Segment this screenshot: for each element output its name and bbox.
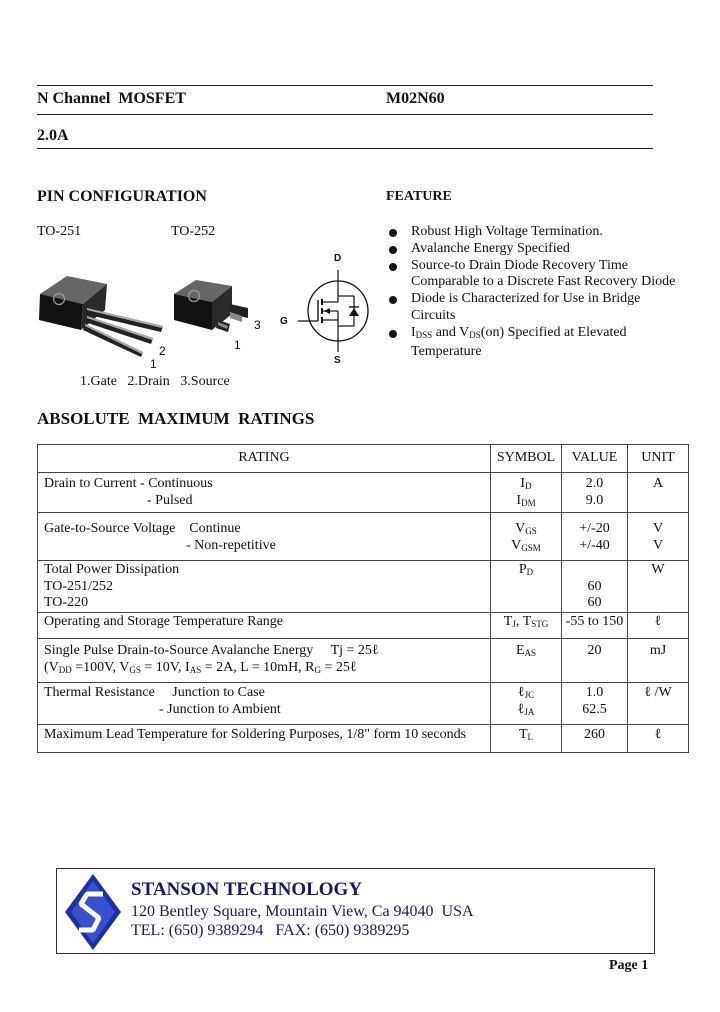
table-row: Gate-to-Source Voltage Continue - Non-repetitive $V_{GS}$ $V_{GSM}$ +/-20 +/-40 V V (38, 513, 689, 561)
feature-item: $I_{DSS}$ and $V_{DS}(on)$ Specified at Elevated Temperature (386, 325, 706, 361)
feature-item: Diode is Characterized for Use in Bridge Circuits (386, 291, 706, 325)
to251-pin-number-1: 1 (150, 357, 157, 371)
header-bottom-rule (37, 148, 653, 149)
product-type: N Channel MOSFET (37, 90, 186, 107)
ratings-title: ABSOLUTE MAXIMUM RATINGS (37, 409, 315, 428)
table-row: Drain to Current - Continuous - Pulsed $I_D$ $I_{DM}$ 2.0 9.0 A (38, 473, 689, 513)
ratings-table (37, 444, 689, 753)
feature-item: Source-to Drain Diode Recovery Time Comparable to a Discrete Fast Recovery Diode (386, 258, 706, 292)
package-to252-label: TO-252 (171, 224, 216, 239)
table-header-row (38, 445, 689, 473)
company-contact: TEL: (650) 9389294 FAX: (650) 9389295 (131, 922, 410, 939)
to251-pin-number-2: 2 (159, 344, 166, 358)
table-row: Single Pulse Drain-to-Source Avalanche Energy Tj = 25ℓ ($V_{DD} =100V$, $V_{GS} = 10V$, $I_{AS} = 2A$, L = 10mH, $R_G$ = 25ℓ $E_{AS}$ 20 mJ (38, 639, 689, 683)
table-row: Maximum Lead Temperature for Soldering Purposes, 1/8" form 10 seconds $T_L$ 260 ℓ (38, 725, 689, 753)
feature-title: FEATURE (386, 189, 452, 204)
table-row: Thermal Resistance Junction to Case - Junction to Ambient ℓ$_{JC}$ ℓ$_{JA}$ 1.0 62.5 ℓ /W (38, 683, 689, 725)
pin-config-title: PIN CONFIGURATION (37, 188, 207, 205)
feature-list (386, 224, 706, 360)
col-symbol: SYMBOL (491, 445, 562, 473)
feature-item: Robust High Voltage Termination. (386, 224, 706, 241)
part-number: M02N60 (386, 90, 445, 107)
col-unit: UNIT (628, 445, 689, 473)
feature-item: Avalanche Energy Specified (386, 241, 706, 258)
page-number: Page 1 (609, 958, 649, 973)
mosfet-schematic-symbol (294, 264, 374, 358)
package-to251-label: TO-251 (37, 224, 82, 239)
table-row: Operating and Storage Temperature Range $T_J$, $T_{STG}$ -55 to 150 ℓ (38, 613, 689, 639)
schematic-drain-label: D (334, 253, 342, 264)
col-rating: RATING (38, 445, 491, 473)
schematic-source-label: S (334, 355, 341, 366)
top-rule (37, 85, 653, 86)
company-address: 120 Bentley Square, Mountain View, Ca 94040 USA (131, 903, 474, 920)
header-mid-rule (37, 114, 653, 115)
current-rating: 2.0A (37, 127, 69, 144)
schematic-gate-label: G (280, 316, 288, 327)
to252-pin-number-1: 1 (234, 338, 241, 352)
col-value: VALUE (562, 445, 628, 473)
to252-package-illustration (170, 272, 260, 342)
company-name: STANSON TECHNOLOGY (131, 879, 363, 900)
to252-pin-number-3: 3 (254, 318, 261, 332)
pin-legend: 1.Gate 2.Drain 3.Source (80, 374, 230, 389)
stanson-logo (63, 872, 123, 952)
table-row: Total Power Dissipation TO-251/252 TO-220 $P_D$ 60 60 W (38, 561, 689, 613)
